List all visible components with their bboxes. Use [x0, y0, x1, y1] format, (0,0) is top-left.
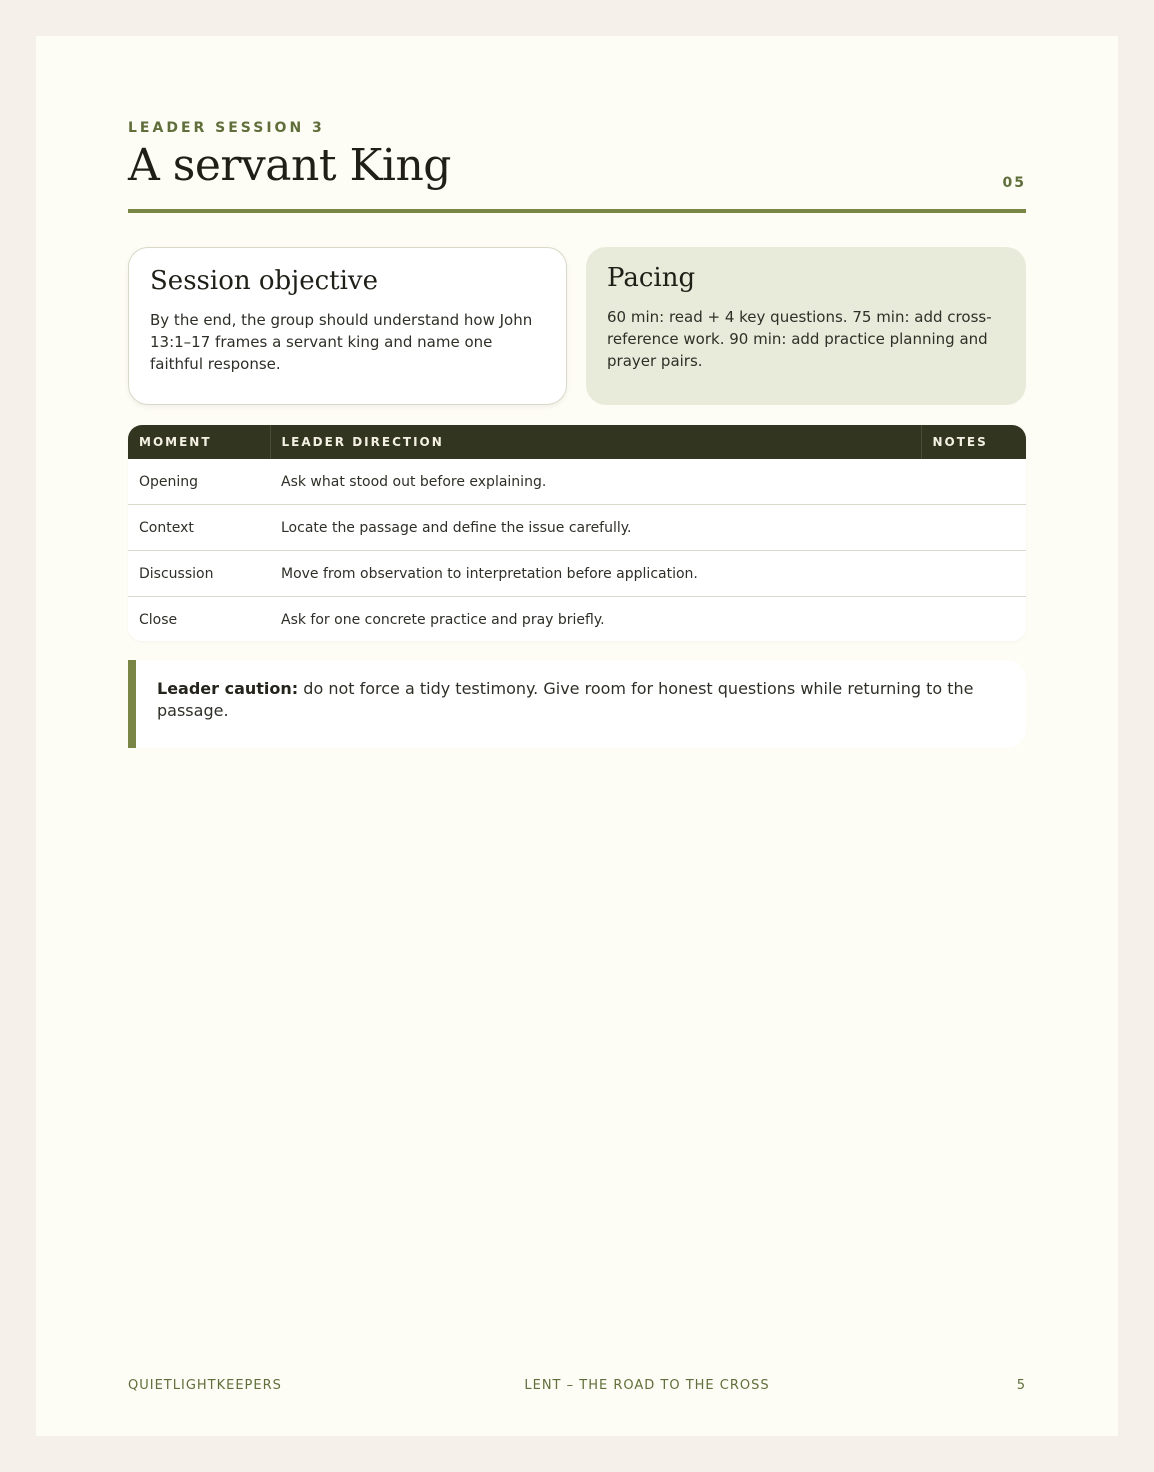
page-title: A servant King — [128, 140, 451, 191]
pacing-card — [586, 247, 1026, 405]
notes-cell — [921, 551, 1026, 597]
objective-body: By the end, the group should understand how John 13:1–17 frames a servant king and name one faithful response. — [150, 311, 533, 373]
table-row — [128, 551, 1026, 597]
footer-page-number: 5 — [1016, 1378, 1026, 1393]
moment-cell: Opening — [128, 459, 270, 505]
table-row — [128, 505, 1026, 551]
column-header-moment: MOMENT — [128, 425, 270, 459]
pacing-heading: Pacing — [607, 263, 696, 293]
objective-heading: Session objective — [150, 266, 379, 296]
session-eyebrow: LEADER SESSION 3 — [128, 120, 325, 136]
page — [36, 36, 1118, 1436]
title-rule — [128, 209, 1026, 213]
footer-series: LENT – THE ROAD TO THE CROSS — [524, 1378, 770, 1393]
page-code: 05 — [1002, 175, 1026, 191]
session-table — [128, 425, 1026, 641]
direction-cell: Ask what stood out before explaining. — [270, 459, 921, 505]
table-row — [128, 597, 1026, 642]
footer-brand: QUIETLIGHTKEEPERS — [128, 1378, 282, 1393]
caution-label: Leader caution: — [157, 679, 299, 698]
pacing-body: 60 min: read + 4 key questions. 75 min: add cross-reference work. 90 min: add practice planning and prayer pairs. — [607, 308, 992, 370]
notes-cell — [921, 597, 1026, 642]
column-header-leader-direction: LEADER DIRECTION — [270, 425, 921, 459]
table-header-row — [128, 425, 1026, 459]
table-row — [128, 459, 1026, 505]
notes-cell — [921, 459, 1026, 505]
direction-cell: Ask for one concrete practice and pray briefly. — [270, 597, 921, 642]
session-objective-card — [128, 247, 567, 405]
moment-cell: Close — [128, 597, 270, 642]
caution-text: do not force a tidy testimony. Give room for honest questions while returning to the passage. — [157, 679, 974, 720]
leader-caution-callout — [128, 660, 1026, 748]
direction-cell: Locate the passage and define the issue carefully. — [270, 505, 921, 551]
direction-cell: Move from observation to interpretation before application. — [270, 551, 921, 597]
moment-cell: Context — [128, 505, 270, 551]
column-header-notes: NOTES — [921, 425, 1026, 459]
moment-cell: Discussion — [128, 551, 270, 597]
notes-cell — [921, 505, 1026, 551]
